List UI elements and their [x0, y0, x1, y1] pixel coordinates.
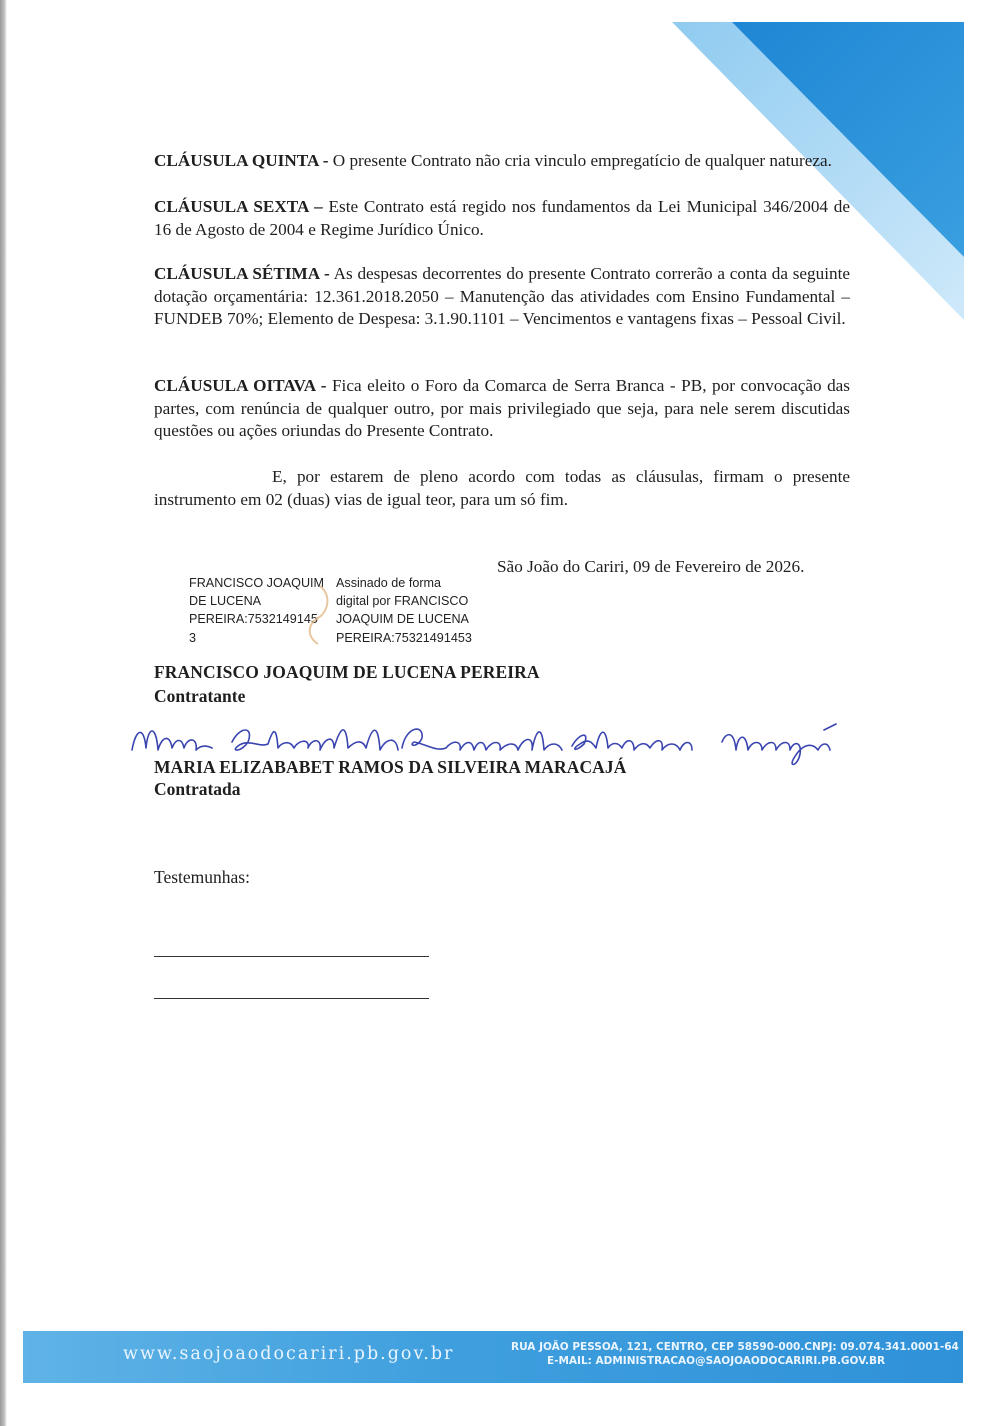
clause-quinta-text: O presente Contrato não cria vinculo empregatício de qualquer natureza.: [328, 151, 832, 170]
clause-quinta-heading: CLÁUSULA QUINTA -: [154, 151, 329, 170]
clause-oitava-heading: CLÁUSULA OITAVA -: [154, 376, 327, 395]
clause-quinta: [154, 150, 850, 173]
clause-sexta-text: Este Contrato está regido nos fundamentos da Lei Municipal 346/2004 de 16 de Agosto de 2004 e Regime Jurídico Único.: [154, 197, 850, 239]
digital-signature-note: Assinado de forma digital por FRANCISCO JOAQUIM DE LUCENA PEREIRA:75321491453: [336, 576, 472, 645]
place-date: São João do Cariri, 09 de Fevereiro de 2026.: [497, 557, 805, 576]
footer-email-line: E-MAIL: ADMINISTRACAO@SAOJOAODOCARIRI.PB.GOV.BR: [546, 1355, 886, 1367]
footer-address: [511, 1340, 959, 1368]
witnesses-label: Testemunhas:: [154, 867, 250, 887]
clause-oitava-text: Fica eleito o Foro da Comarca de Serra Branca - PB, por convocação das partes, com renúncia de qualquer outro, por mais privilegiado que seja, para nele serem discutidas questões ou ações oriundas do Presente Contrato.: [154, 376, 850, 440]
footer-bar: [23, 1331, 963, 1383]
contratada-role: Contratada: [154, 779, 241, 799]
witness-signature-line: [154, 998, 429, 999]
footer-website: www.saojoaodocariri.pb.gov.br: [123, 1344, 455, 1364]
closing-paragraph: E, por estarem de pleno acordo com todas as cláusulas, firmam o presente instrumento em 02 (duas) vias de igual teor, para um só fim.: [154, 467, 850, 509]
contratada-name: MARIA ELIZABABET RAMOS DA SILVEIRA MARACAJÁ: [154, 757, 627, 777]
scan-edge-shadow: [0, 0, 7, 1426]
clause-setima-text: As despesas decorrentes do presente Contrato correrão a conta da seguinte dotação orçamentária: 12.361.2018.2050 – Manutenção das atividades com Ensino Fundamental – FUNDEB 70%; Elemento de Despesa: 3.1.90.1101 – Vencimentos e vantagens fixas – Pessoal Civil.: [154, 264, 851, 328]
clause-sexta: [154, 196, 850, 241]
stamp-swirl-icon: [298, 582, 338, 648]
contratante-name: FRANCISCO JOAQUIM DE LUCENA PEREIRA: [154, 662, 540, 682]
clause-setima: [154, 263, 850, 331]
witness-signature-line: [154, 956, 429, 957]
contratante-role: Contratante: [154, 686, 246, 706]
footer-address-line: RUA JOÃO PESSOA, 121, CENTRO, CEP 58590-000.CNPJ: 09.074.341.0001-64: [511, 1341, 959, 1353]
clause-setima-heading: CLÁUSULA SÉTIMA -: [154, 264, 330, 283]
clause-sexta-heading: CLÁUSULA SEXTA –: [154, 197, 323, 216]
digital-signature-signer: FRANCISCO JOAQUIM DE LUCENA PEREIRA:7532149145 3: [189, 576, 325, 645]
clause-oitava: [154, 375, 850, 443]
